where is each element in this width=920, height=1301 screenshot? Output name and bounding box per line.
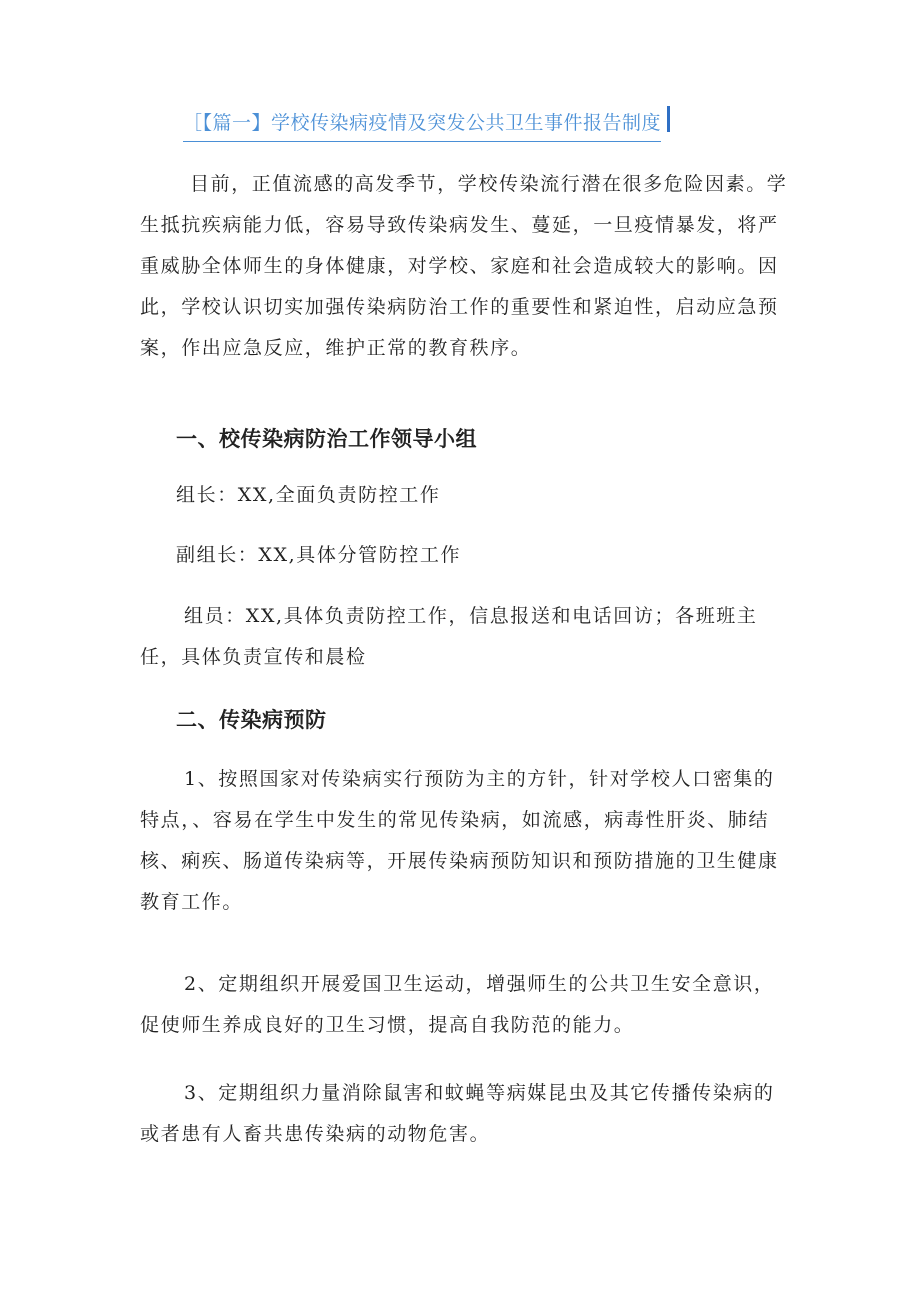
section1-heading: 一、校传染病防治工作领导小组 bbox=[176, 427, 477, 451]
prevention-item-3: 3、定期组织力量消除鼠害和蚊蝇等病媒昆虫及其它传播传染病的或者患有人畜共患传染病的动物危害。 bbox=[140, 1082, 775, 1145]
text-cursor bbox=[667, 106, 670, 132]
leader-line: 组长：XX,全面负责防控工作 bbox=[176, 484, 441, 506]
section2-heading: 二、传染病预防 bbox=[176, 708, 327, 732]
document-title-link[interactable]: ［【篇一】学校传染病疫情及突发公共卫生事件报告制度 bbox=[183, 109, 661, 142]
intro-paragraph: 目前，正值流感的高发季节，学校传染流行潜在很多危险因素。学生抵抗疾病能力低，容易导致传染病发生、蔓延，一旦疫情暴发，将严重威胁全体师生的身体健康，对学校、家庭和社会造成较大的影响。因此，学校认识切实加强传染病防治工作的重要性和紧迫性，启动应急预案，作出应急反应，维护正常的教育秩序。 bbox=[140, 173, 788, 359]
prevention-item-1: 1、按照国家对传染病实行预防为主的方针，针对学校人口密集的特点，、容易在学生中发生的常见传染病，如流感，病毒性肝炎、肺结核、痢疾、肠道传染病等，开展传染病预防知识和预防措施的卫生健康教育工作。 bbox=[140, 768, 779, 913]
deputy-line: 副组长：XX,具体分管防控工作 bbox=[176, 544, 462, 566]
members-paragraph: 组员：XX,具体负责防控工作，信息报送和电话回访；各班班主任，具体负责宣传和晨检 bbox=[140, 605, 758, 668]
document-title-block bbox=[183, 106, 743, 146]
prevention-item-2: 2、定期组织开展爱国卫生运动，增强师生的公共卫生安全意识，促使师生养成良好的卫生习惯，提高自我防范的能力。 bbox=[140, 973, 775, 1036]
